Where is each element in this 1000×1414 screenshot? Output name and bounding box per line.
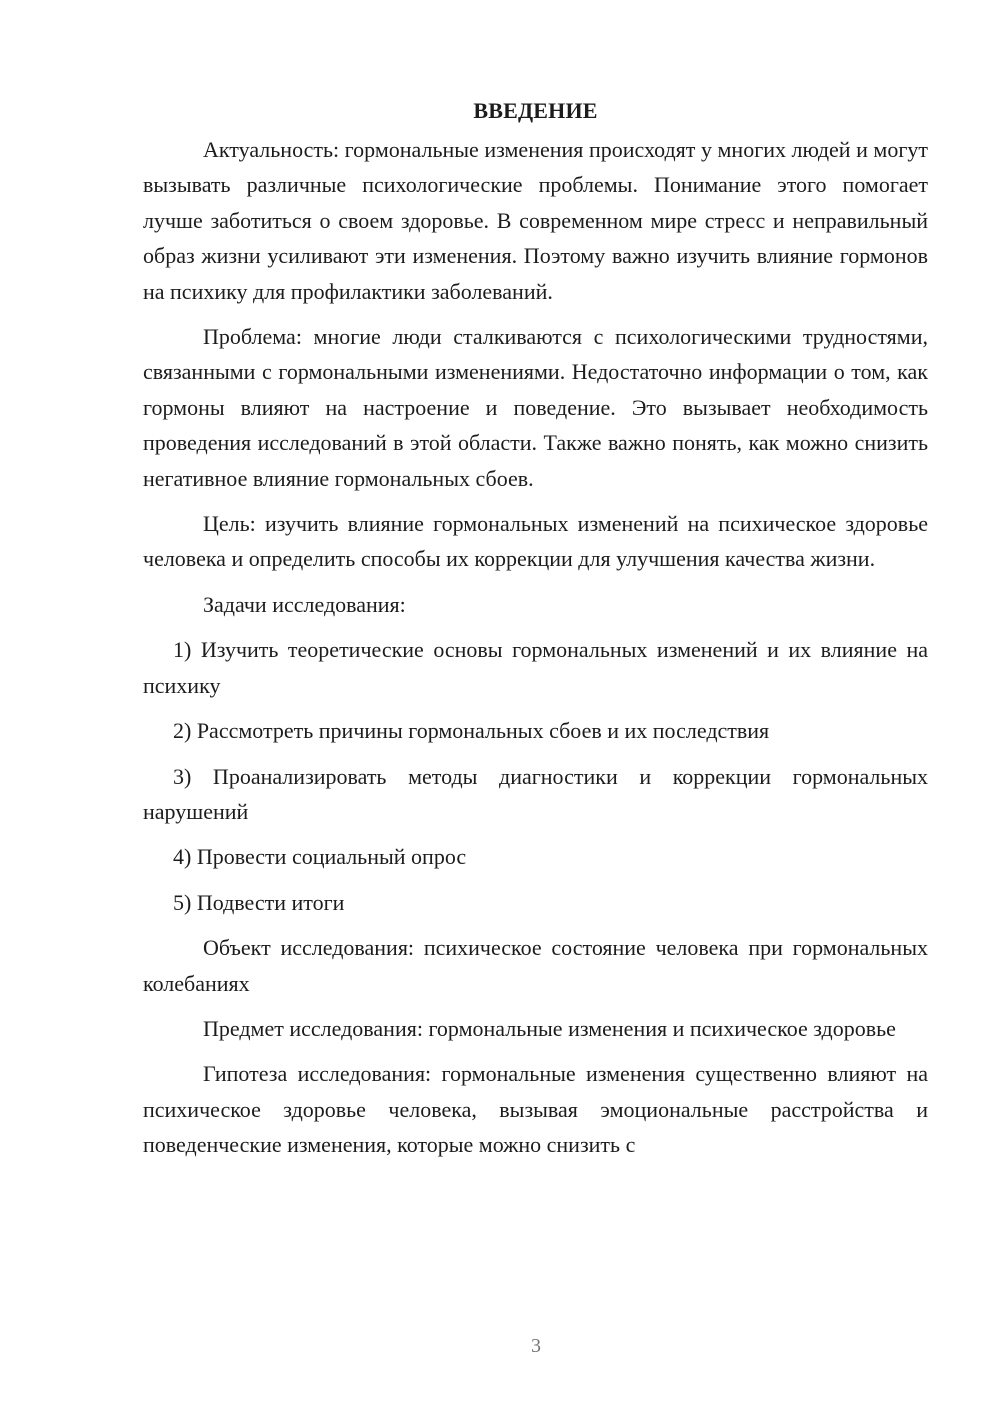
task-item: 1) Изучить теоретические основы гормональных изменений и их влияние на психику (143, 637, 928, 698)
section-heading: ВВЕДЕНИЕ (473, 98, 598, 123)
tasks-title: Задачи исследования: (203, 591, 406, 617)
task-item: 3) Проанализировать методы диагностики и коррекции гормональных нарушений (143, 763, 928, 824)
task-item: 4) Провести социальный опрос (173, 844, 467, 870)
relevance-paragraph: Актуальность: гормональные изменения происходят у многих людей и могут вызывать различные психологические проблемы. Понимание этого помогает лучше заботиться о своем здоровье. В современном мире стресс и неправильный образ жизни усиливают эти изменения. Поэтому важно изучить влияние гормонов на психику для профилактики заболеваний. (143, 137, 928, 304)
subject-paragraph: Предмет исследования: гормональные изменения и психическое здоровье (203, 1015, 896, 1041)
task-item: 5) Подвести итоги (173, 889, 345, 915)
goal-paragraph: Цель: изучить влияние гормональных изменений на психическое здоровье человека и определить способы их коррекции для улучшения качества жизни. (143, 511, 928, 572)
page-number: 3 (531, 1335, 541, 1357)
object-paragraph: Объект исследования: психическое состояние человека при гормональных колебаниях (143, 935, 928, 996)
task-item: 2) Рассмотреть причины гормональных сбоев и их последствия (173, 718, 770, 744)
document-page (143, 93, 928, 1163)
problem-paragraph: Проблема: многие люди сталкиваются с психологическими трудностями, связанными с гормональными изменениями. Недостаточно информации о том, как гормоны влияют на настроение и поведение. Это вызывает необходимость проведения исследований в этой области. Также важно понять, как можно снизить негативное влияние гормональных сбоев. (143, 324, 928, 491)
hypothesis-paragraph: Гипотеза исследования: гормональные изменения существенно влияют на психическое здоровье человека, вызывая эмоциональные расстройства и поведенческие изменения, которые можно снизить с (143, 1061, 928, 1158)
